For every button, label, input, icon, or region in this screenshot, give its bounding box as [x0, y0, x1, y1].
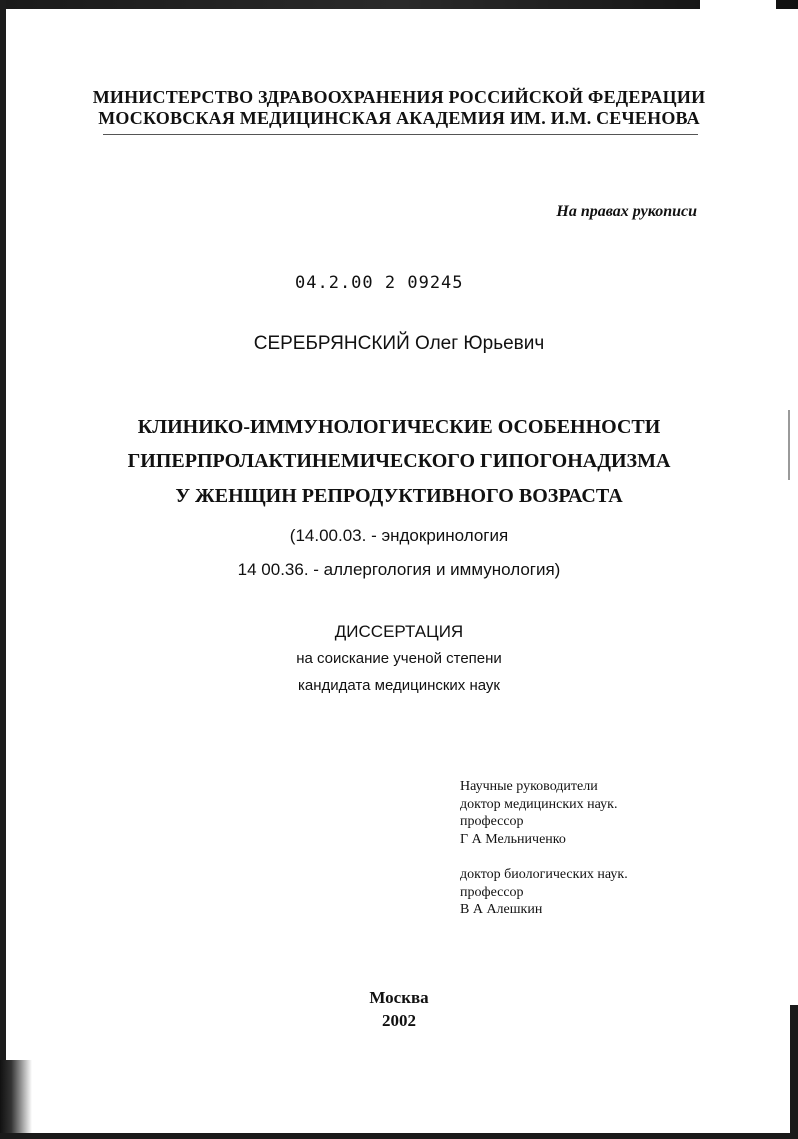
degree-purpose: на соискание ученой степени — [296, 650, 502, 667]
scan-edge-bottom — [0, 1133, 798, 1139]
advisor2-rank: профессор — [460, 884, 524, 900]
registration-number: 04.2.00 2 09245 — [295, 273, 464, 293]
specialty-line-2: 14 00.36. - аллергология и иммунология) — [237, 560, 561, 579]
advisor1-rank: профессор — [460, 814, 524, 829]
scan-edge-left-shadow — [0, 1060, 32, 1139]
title-line-2: ГИПЕРПРОЛАКТИНЕМИЧЕСКОГО ГИПОГОНАДИЗМА — [127, 450, 671, 472]
advisor2-degree: доктор биологических наук. — [460, 867, 628, 882]
work-type: ДИССЕРТАЦИЯ — [334, 622, 464, 641]
title-line-1: КЛИНИКО-ИММУНОЛОГИЧЕСКИЕ ОСОБЕННОСТИ — [137, 416, 661, 438]
author-name: СЕРЕБРЯНСКИЙ Олег Юрьевич — [253, 333, 545, 354]
year: 2002 — [382, 1011, 416, 1030]
advisor1-degree: доктор медицинских наук. — [460, 796, 618, 812]
header-divider — [103, 134, 698, 135]
manuscript-note: На правах рукописи — [556, 203, 697, 220]
advisors-heading: Научные руководители — [460, 779, 598, 794]
advisors-spacer — [460, 848, 760, 866]
advisor1-name: Г А Мельниченко — [460, 831, 566, 847]
scan-edge-top — [0, 0, 798, 9]
degree-level: кандидата медицинских наук — [298, 677, 500, 694]
academy-name: МОСКОВСКАЯ МЕДИЦИНСКАЯ АКАДЕМИЯ ИМ. И.М. СЕЧЕНОВА — [98, 108, 700, 128]
advisors-block — [460, 778, 760, 919]
city: Москва — [369, 988, 429, 1007]
ministry-name: МИНИСТЕРСТВО ЗДРАВООХРАНЕНИЯ РОССИЙСКОЙ ФЕДЕРАЦИИ — [92, 87, 706, 107]
advisor2-name: В А Алешкин — [460, 902, 543, 917]
specialty-line-1: (14.00.03. - эндокринология — [289, 526, 509, 545]
scan-edge-top-gap — [700, 0, 776, 9]
title-line-3: У ЖЕНЩИН РЕПРОДУКТИВНОГО ВОЗРАСТА — [175, 485, 623, 507]
